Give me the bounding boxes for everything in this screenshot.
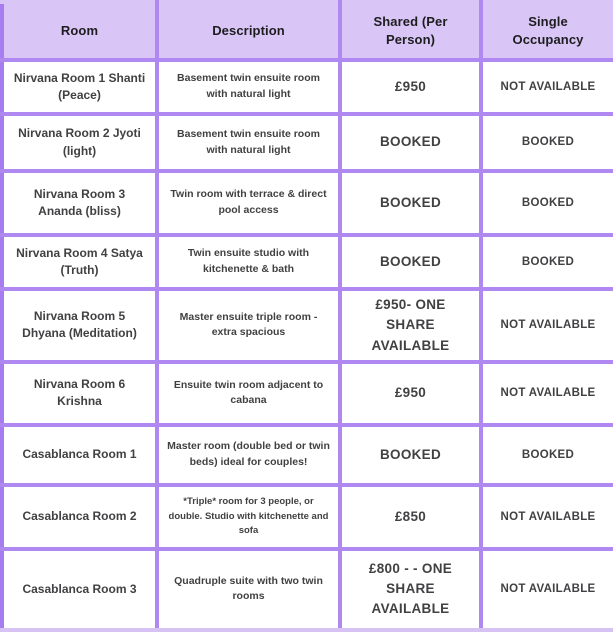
- cell-room: Casablanca Room 3: [2, 549, 157, 630]
- cell-room: Nirvana Room 5 Dhyana (Meditation): [2, 289, 157, 362]
- cell-desc: Ensuite twin room adjacent to cabana: [157, 362, 340, 425]
- cell-desc: Basement twin ensuite room with natural light: [157, 114, 340, 171]
- cell-single: NOT AVAILABLE: [481, 60, 613, 114]
- table-row: [2, 60, 613, 114]
- cell-shared: BOOKED: [340, 171, 481, 235]
- column-header-single: Single Occupancy: [481, 2, 613, 60]
- cell-shared: BOOKED: [340, 425, 481, 485]
- cell-shared: £950: [340, 362, 481, 425]
- cell-single: BOOKED: [481, 235, 613, 289]
- cell-single: BOOKED: [481, 171, 613, 235]
- table-row: [2, 425, 613, 485]
- table-row: [2, 549, 613, 630]
- cell-room: Nirvana Room 2 Jyoti (light): [2, 114, 157, 171]
- cell-desc: Master ensuite triple room - extra spacious: [157, 289, 340, 362]
- cell-single: NOT AVAILABLE: [481, 362, 613, 425]
- cell-desc: Twin ensuite studio with kitchenette & bath: [157, 235, 340, 289]
- table-row: [2, 485, 613, 549]
- table-row: [2, 235, 613, 289]
- cell-desc: Twin room with terrace & direct pool access: [157, 171, 340, 235]
- cell-room: Nirvana Room 1 Shanti (Peace): [2, 60, 157, 114]
- cell-desc: Basement twin ensuite room with natural light: [157, 60, 340, 114]
- cell-shared: £950- ONE SHARE AVAILABLE: [340, 289, 481, 362]
- table-row: [2, 362, 613, 425]
- cell-single: BOOKED: [481, 114, 613, 171]
- column-header-room: Room: [2, 2, 157, 60]
- cell-room: Casablanca Room 1: [2, 425, 157, 485]
- cell-desc: Master room (double bed or twin beds) ideal for couples!: [157, 425, 340, 485]
- column-header-shared: Shared (Per Person): [340, 2, 481, 60]
- column-header-desc: Description: [157, 2, 340, 60]
- cell-room: Nirvana Room 4 Satya (Truth): [2, 235, 157, 289]
- cell-shared: £850: [340, 485, 481, 549]
- cell-single: BOOKED: [481, 425, 613, 485]
- table-row: [2, 114, 613, 171]
- cell-shared: BOOKED: [340, 114, 481, 171]
- cell-shared: £800 - - ONE SHARE AVAILABLE: [340, 549, 481, 630]
- cell-shared: BOOKED: [340, 235, 481, 289]
- cell-shared: £950: [340, 60, 481, 114]
- header-row: [2, 2, 613, 60]
- table-header: [2, 2, 613, 60]
- table-row: [2, 171, 613, 235]
- cell-desc: *Triple* room for 3 people, or double. Studio with kitchenette and sofa: [157, 485, 340, 549]
- cell-single: NOT AVAILABLE: [481, 549, 613, 630]
- cell-room: Casablanca Room 2: [2, 485, 157, 549]
- table-body: [2, 60, 613, 630]
- table-row: [2, 289, 613, 362]
- cell-desc: Quadruple suite with two twin rooms: [157, 549, 340, 630]
- cell-single: NOT AVAILABLE: [481, 485, 613, 549]
- cell-single: NOT AVAILABLE: [481, 289, 613, 362]
- cell-room: Nirvana Room 3 Ananda (bliss): [2, 171, 157, 235]
- cell-room: Nirvana Room 6 Krishna: [2, 362, 157, 425]
